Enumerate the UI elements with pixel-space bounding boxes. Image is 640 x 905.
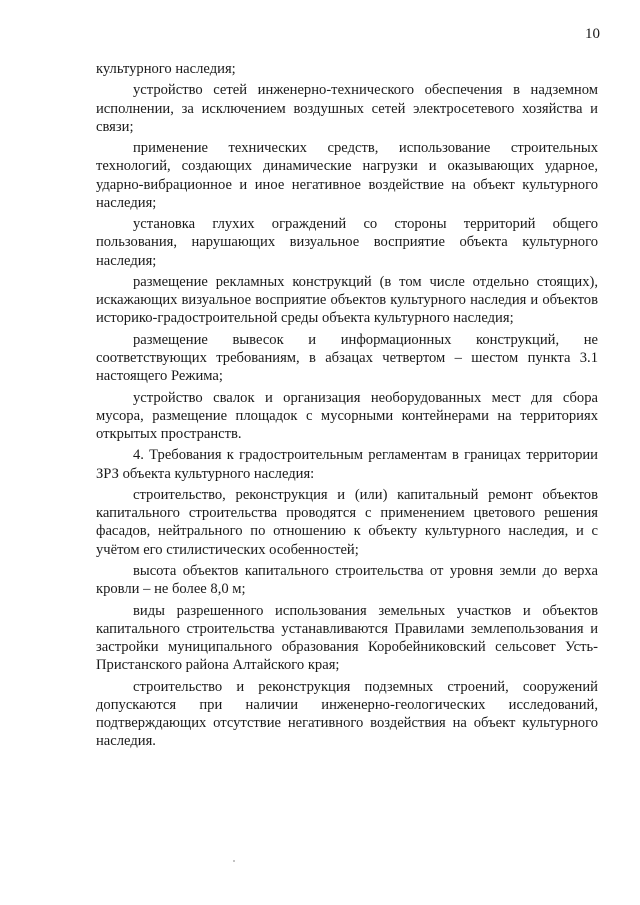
paragraph: размещение вывесок и информационных конструкций, не соответствующих требованиям, в абзацах четвертом – шестом пункта 3.1 настоящего Режима; [96, 331, 598, 385]
paragraph: устройство сетей инженерно-технического обеспечения в надземном исполнении, за исключением воздушных сетей электросетевого хозяйства и связи; [96, 82, 598, 135]
paragraph: культурного наследия; [96, 61, 236, 77]
paragraph: строительство, реконструкция и (или) капитальный ремонт объектов капитального строительства проводятся с применением цветового решения фасадов, нейтрального по отношению к объекту культурного наследия, и с учётом его стилистических особенностей; [96, 486, 598, 558]
scan-speck [233, 860, 235, 862]
paragraph: устройство свалок и организация необорудованных мест для сбора мусора, размещение площадок с мусорными контейнерами на территориях открытых пространств. [96, 389, 598, 442]
paragraph: высота объектов капитального строительства от уровня земли до верха кровли – не более 8,0 м; [96, 562, 598, 598]
paragraph: установка глухих ограждений со стороны территорий общего пользования, нарушающих визуальное восприятие объекта культурного наследия; [96, 216, 598, 269]
document-body [96, 60, 598, 754]
section-heading: 4. Требования к градостроительным регламентам в границах территории ЗРЗ объекта культурного наследия: [96, 447, 598, 482]
page-number: 10 [585, 26, 600, 42]
paragraph: размещение рекламных конструкций (в том числе отдельно стоящих), искажающих визуальное восприятие объектов культурного наследия и объектов историко-градостроительной среды объекта культурного наследия; [96, 273, 598, 327]
paragraph: строительство и реконструкция подземных строений, сооружений допускаются при наличии инженерно-геологических исследований, подтверждающих отсутствие негативного воздействия на объект культурного наследия. [96, 678, 598, 750]
paragraph: виды разрешенного использования земельных участков и объектов капитального строительства устанавливаются Правилами землепользования и застройки муниципального образования Коробейниковский сельсовет Усть-Пристанского района Алтайского края; [96, 602, 598, 674]
paragraph: применение технических средств, использование строительных технологий, создающих динамические нагрузки и оказывающих ударное, ударно-вибрационное и иное негативное воздействие на объект культурного наследия; [96, 140, 598, 211]
